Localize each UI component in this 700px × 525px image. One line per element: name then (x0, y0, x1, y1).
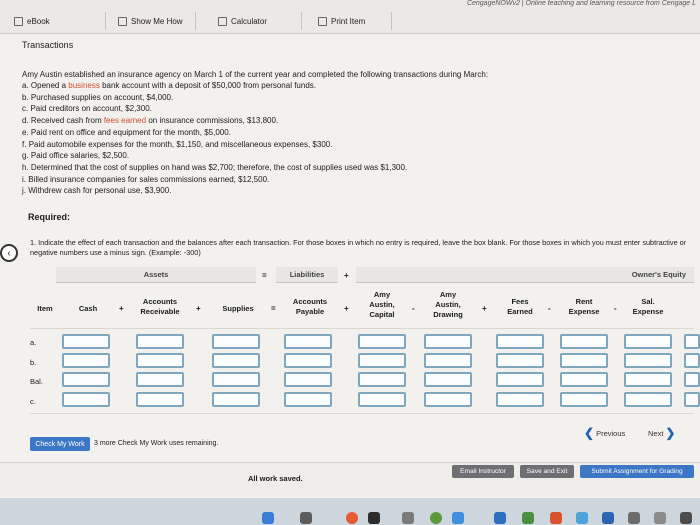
overflow-input-c[interactable] (684, 392, 700, 407)
site-brand: CengageNOWv2 | Online teaching and learning resource from Cengage L (466, 0, 696, 7)
transaction-item: f. Paid automobile expenses for the month, $1,150, and miscellaneous expenses, $300. (22, 139, 333, 149)
sal-expense-header: Sal. Expense (632, 297, 664, 316)
overflow-input-b[interactable] (684, 353, 700, 368)
app-icon[interactable] (654, 512, 666, 524)
accounts-payable-input-a[interactable] (284, 334, 332, 349)
row-label-a: a. (30, 338, 37, 347)
cash-input-b[interactable] (62, 353, 110, 368)
capital-input-a[interactable] (358, 334, 406, 349)
fees-earned-input-bal[interactable] (496, 372, 544, 387)
cash-input-bal[interactable] (62, 372, 110, 387)
capital-input-b[interactable] (358, 353, 406, 368)
sal-expense-input-c[interactable] (624, 392, 672, 407)
app-icon[interactable] (522, 512, 534, 524)
fees-earned-header: Fees Earned (507, 297, 533, 316)
sal-expense-input-b[interactable] (624, 353, 672, 368)
show-me-how-button[interactable] (112, 12, 196, 30)
app-icon[interactable] (402, 512, 414, 524)
calculator-label: Calculator (231, 16, 268, 26)
accounts-receivable-input-bal[interactable] (136, 372, 184, 387)
grid-bottom-divider (30, 413, 694, 414)
supplies-input-bal[interactable] (212, 372, 260, 387)
minus-operator: - (614, 304, 617, 313)
transaction-item: j. Withdrew cash for personal use, $3,900. (22, 186, 172, 196)
rent-expense-input-b[interactable] (560, 353, 608, 368)
supplies-input-a[interactable] (212, 334, 260, 349)
accounts-receivable-header: Accounts Receivable (140, 297, 180, 316)
accounts-payable-input-c[interactable] (284, 392, 332, 407)
accounts-payable-input-bal[interactable] (284, 372, 332, 387)
fees-earned-input-c[interactable] (496, 392, 544, 407)
rent-expense-input-bal[interactable] (560, 372, 608, 387)
transaction-item: g. Paid office salaries, $2,500. (22, 151, 130, 161)
app-icon[interactable] (368, 512, 380, 524)
supplies-column-header: Supplies (222, 304, 254, 313)
chevron-right-icon: ❯ (665, 426, 676, 440)
drawing-input-bal[interactable] (424, 372, 472, 387)
chevron-left-icon[interactable]: ‹ (0, 244, 18, 262)
ebook-label: eBook (27, 16, 50, 26)
app-icon[interactable] (430, 512, 442, 524)
cash-column-header: Cash (78, 304, 98, 313)
email-instructor-button[interactable]: Email Instructor (452, 465, 514, 478)
supplies-input-c[interactable] (212, 392, 260, 407)
book-icon (14, 17, 23, 26)
required-heading: Required: (28, 212, 71, 222)
business-link[interactable]: business (68, 81, 100, 90)
overflow-input-bal[interactable] (684, 372, 700, 387)
header-divider (30, 328, 694, 329)
save-status: All work saved. (248, 474, 303, 483)
app-icon[interactable] (628, 512, 640, 524)
row-label-c: c. (30, 397, 36, 406)
rent-expense-input-c[interactable] (560, 392, 608, 407)
cash-input-c[interactable] (62, 392, 110, 407)
transaction-item: c. Paid creditors on account, $2,300. (22, 104, 152, 114)
save-and-exit-button[interactable]: Save and Exit (520, 465, 574, 478)
calculator-icon (218, 17, 227, 26)
previous-button[interactable] (584, 425, 634, 441)
rent-expense-input-a[interactable] (560, 334, 608, 349)
app-icon[interactable] (494, 512, 506, 524)
rent-expense-header: Rent Expense (568, 297, 600, 316)
drawing-input-b[interactable] (424, 353, 472, 368)
previous-label: Previous (596, 428, 626, 438)
drawing-column-header: Amy Austin, Drawing (433, 290, 463, 319)
print-item-button[interactable] (312, 12, 392, 30)
capital-input-c[interactable] (358, 392, 406, 407)
plus-operator: + (344, 304, 349, 313)
play-icon (118, 17, 127, 26)
transaction-item: d. Received cash from fees earned on insurance commissions, $13,800. (22, 116, 279, 126)
capital-column-header: Amy Austin, Capital (369, 290, 395, 319)
equals-sign: = (262, 271, 267, 280)
item-column-header: Item (37, 304, 53, 313)
accounts-payable-input-b[interactable] (284, 353, 332, 368)
plus-operator: + (196, 304, 201, 313)
capital-input-bal[interactable] (358, 372, 406, 387)
check-my-work-button[interactable]: Check My Work (30, 437, 90, 451)
app-icon[interactable] (346, 512, 358, 524)
transaction-item: i. Billed insurance companies for sales commissions earned, $12,500. (22, 174, 270, 184)
top-toolbar (0, 0, 700, 34)
minus-operator: - (412, 304, 415, 313)
row-label-b: b. (30, 358, 37, 367)
fees-earned-input-b[interactable] (496, 353, 544, 368)
show-me-how-label: Show Me How (131, 16, 183, 26)
problem-intro: Amy Austin established an insurance agency on March 1 of the current year and completed the following transactions during March: (22, 70, 489, 79)
overflow-input-a[interactable] (684, 334, 700, 349)
next-label: Next (648, 428, 664, 438)
accounts-receivable-input-b[interactable] (136, 353, 184, 368)
ebook-button[interactable] (8, 12, 106, 30)
accounts-receivable-input-a[interactable] (136, 334, 184, 349)
plus-operator: + (482, 304, 487, 313)
transaction-item: a. Opened a business bank account with a deposit of $50,000 from personal funds. (22, 81, 316, 90)
plus-sign: + (344, 271, 349, 280)
accounts-receivable-input-c[interactable] (136, 392, 184, 407)
app-icon[interactable] (262, 512, 274, 524)
fees-earned-input-a[interactable] (496, 334, 544, 349)
app-icon[interactable] (452, 512, 464, 524)
owners-equity-header: Owner's Equity (356, 267, 694, 283)
transaction-list (22, 80, 407, 197)
row-label-bal: Bal. (30, 377, 43, 386)
accounts-payable-header: Accounts Payable (292, 297, 328, 316)
minus-operator: - (548, 304, 551, 313)
sal-expense-input-bal[interactable] (624, 372, 672, 387)
print-icon (318, 17, 327, 26)
equals-operator: = (271, 304, 276, 313)
next-button[interactable] (648, 425, 688, 441)
sal-expense-input-a[interactable] (624, 334, 672, 349)
cash-input-a[interactable] (62, 334, 110, 349)
question-text: 1. Indicate the effect of each transaction and the balances after each transaction. For those boxes in which no entry is required, leave the box blank. For those boxes in which you must enter subtractive or negative numbers use a minus sign. (Example: -300) (30, 238, 687, 257)
check-my-work-remaining: 3 more Check My Work uses remaining. (94, 440, 219, 447)
transaction-item: h. Determined that the cost of supplies on hand was $2,700; therefore, the cost of supplies used was $1,300. (22, 162, 408, 172)
drawing-input-a[interactable] (424, 334, 472, 349)
plus-operator: + (119, 304, 124, 313)
section-title: Transactions (22, 40, 74, 50)
supplies-input-b[interactable] (212, 353, 260, 368)
assets-header: Assets (56, 267, 256, 283)
chevron-left-icon: ❮ (584, 426, 595, 440)
app-icon[interactable] (602, 512, 614, 524)
fees-earned-link[interactable]: fees earned (103, 116, 147, 126)
app-icon[interactable] (576, 512, 588, 524)
calculator-button[interactable] (212, 12, 302, 30)
app-icon[interactable] (680, 512, 692, 524)
transaction-item: e. Paid rent on office and equipment for the month, $5,000. (22, 127, 231, 137)
liabilities-header: Liabilities (276, 267, 338, 283)
print-item-label: Print Item (331, 16, 366, 26)
transaction-item: b. Purchased supplies on account, $4,000. (22, 92, 174, 102)
submit-assignment-button[interactable]: Submit Assignment for Grading (580, 465, 694, 478)
app-icon[interactable] (550, 512, 562, 524)
drawing-input-c[interactable] (424, 392, 472, 407)
app-icon[interactable] (300, 512, 312, 524)
